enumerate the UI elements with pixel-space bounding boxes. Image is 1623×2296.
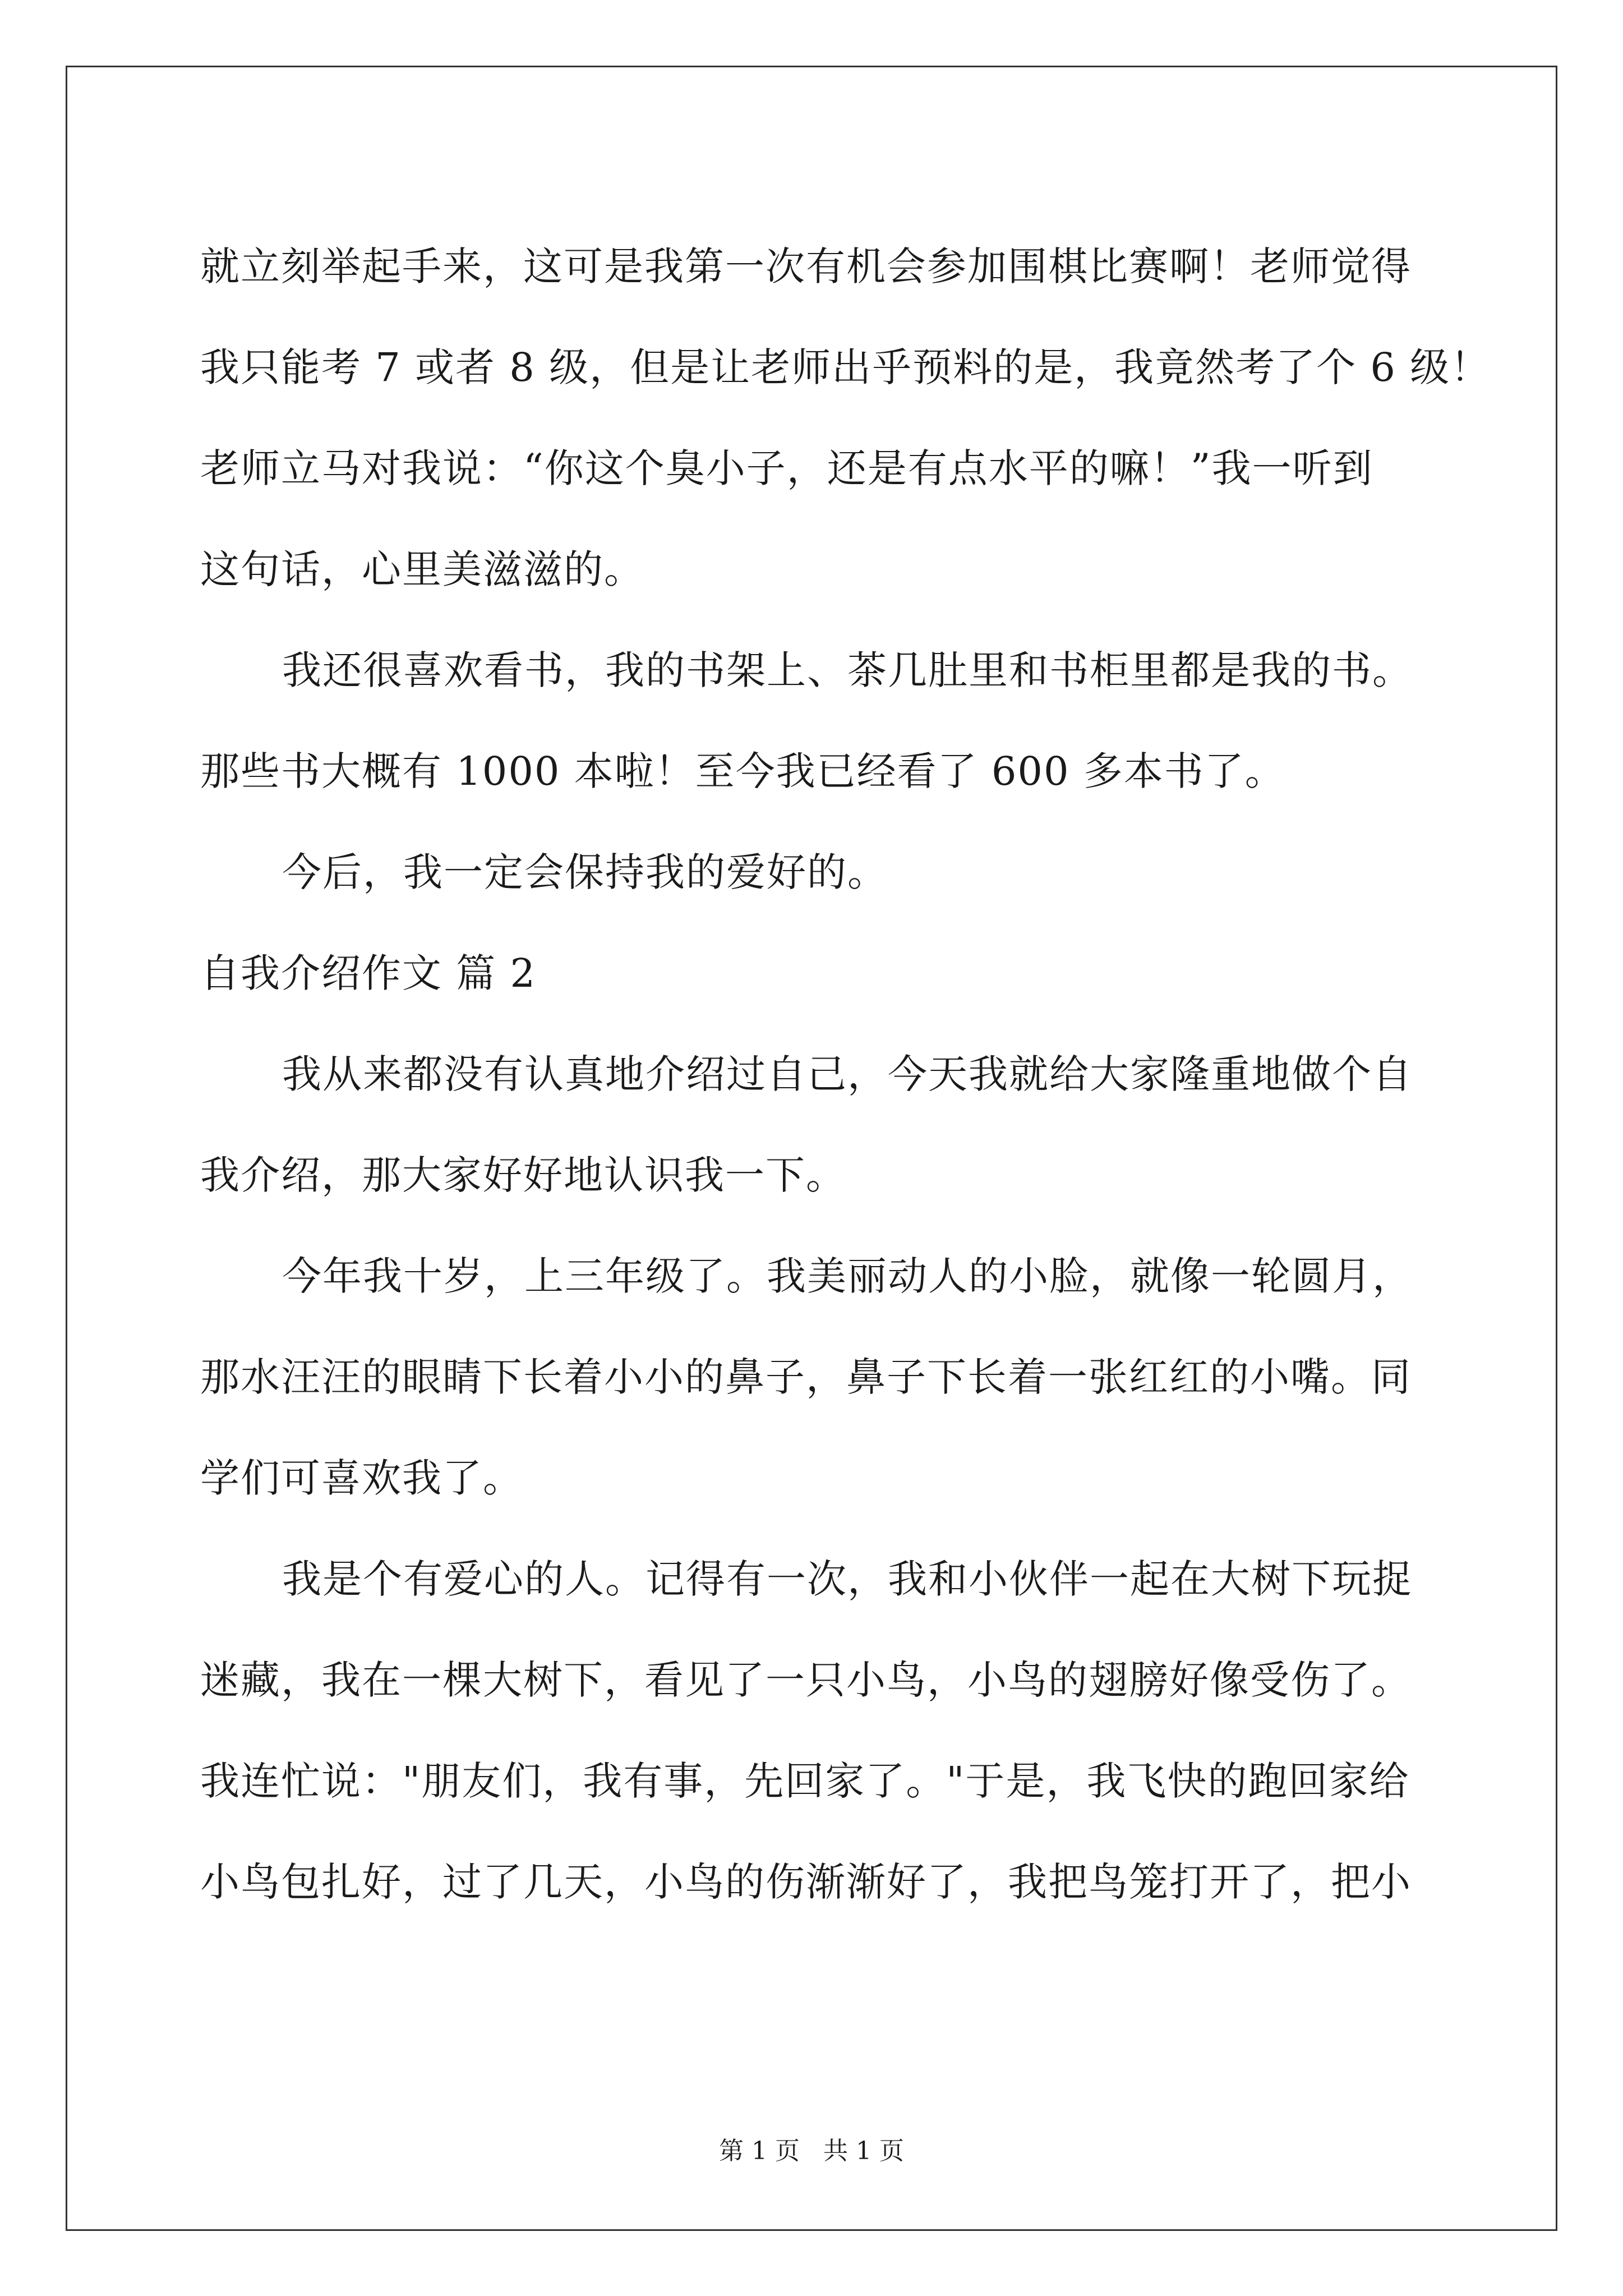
- page-footer: 第 1 页 共 1 页: [719, 2137, 904, 2165]
- section-heading: 自我介绍作文 篇 2: [200, 950, 537, 996]
- text-line: 我只能考 7 或者 8 级，但是让老师出乎预料的是，我竟然考了个 6 级！: [200, 344, 1491, 390]
- text-line: 我是个有爱心的人。记得有一次，我和小伙伴一起在大树下玩捉: [282, 1556, 1413, 1602]
- text-line: 学们可喜欢我了。: [200, 1455, 523, 1501]
- document-body: [200, 216, 1491, 1932]
- text-line: 今年我十岁，上三年级了。我美丽动人的小脸，就像一轮圆月，: [282, 1253, 1413, 1299]
- text-line: 那水汪汪的眼睛下长着小小的鼻子，鼻子下长着一张红红的小嘴。同: [200, 1354, 1412, 1400]
- text-line: 我从来都没有认真地介绍过自己，今天我就给大家隆重地做个自: [282, 1051, 1413, 1097]
- text-line: 就立刻举起手来，这可是我第一次有机会参加围棋比赛啊！老师觉得: [200, 243, 1412, 289]
- text-line: 今后，我一定会保持我的爱好的。: [282, 849, 888, 895]
- text-line: 那些书大概有 1000 本啦！至今我已经看了 600 多本书了。: [200, 748, 1285, 794]
- text-line: 这句话，心里美滋滋的。: [200, 546, 644, 592]
- text-line: 我还很喜欢看书，我的书架上、茶几肚里和书柜里都是我的书。: [282, 647, 1413, 693]
- text-line: 老师立马对我说：“你这个臭小子，还是有点水平的嘛！”我一听到: [200, 445, 1373, 491]
- text-line: 小鸟包扎好，过了几天，小鸟的伤渐渐好了，我把鸟笼打开了，把小: [200, 1859, 1412, 1905]
- text-line: 我连忙说："朋友们，我有事，先回家了。"于是，我飞快的跑回家给: [200, 1758, 1410, 1804]
- text-line: 迷藏，我在一棵大树下，看见了一只小鸟，小鸟的翅膀好像受伤了。: [200, 1657, 1412, 1703]
- text-line: 我介绍，那大家好好地认识我一下。: [200, 1152, 846, 1198]
